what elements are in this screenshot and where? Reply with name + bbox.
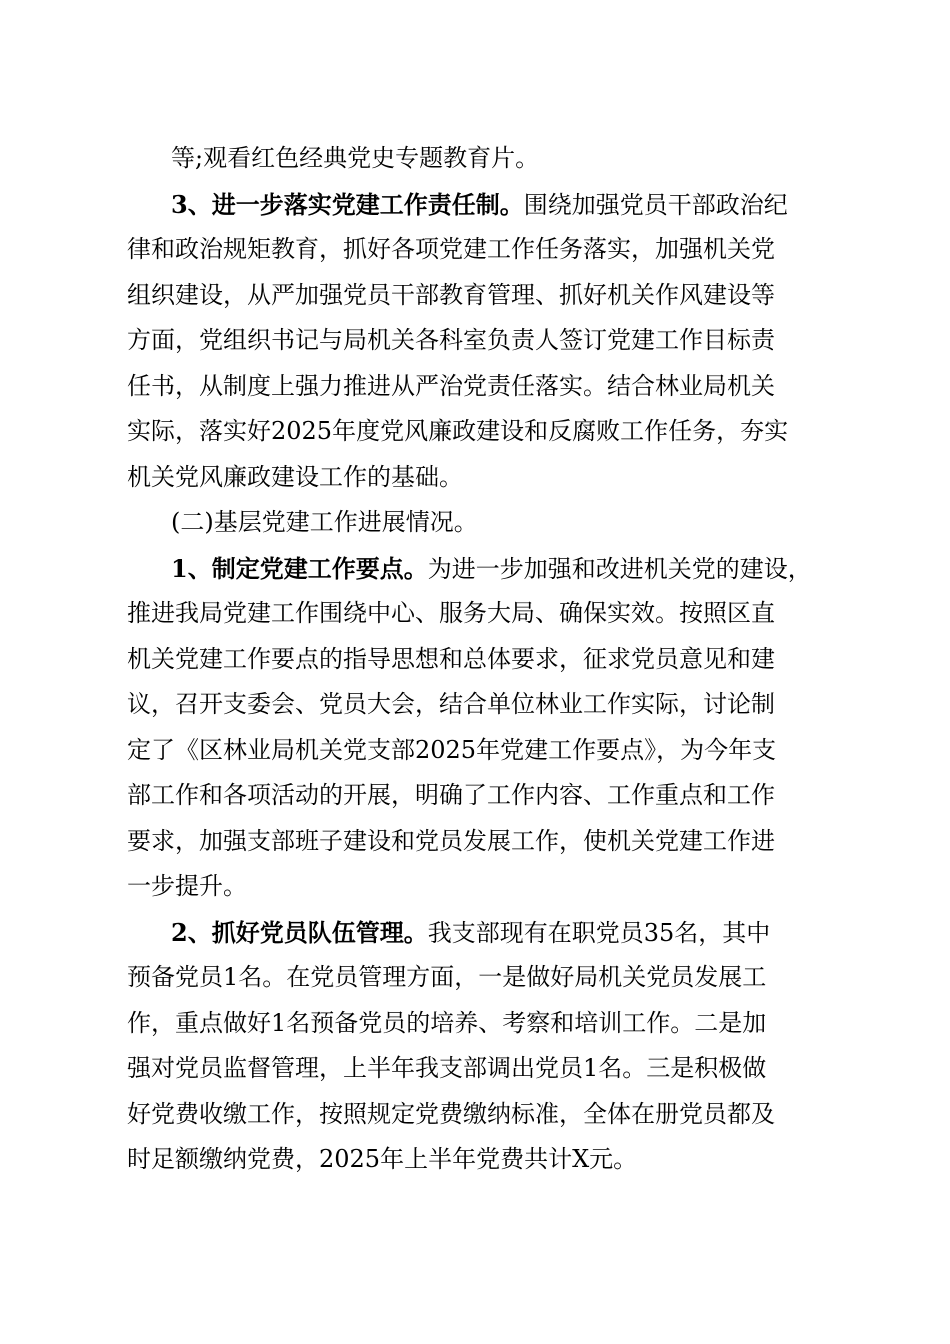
paragraph-line xyxy=(127,955,827,1001)
line-text: 实际，落实好2025年度党风廉政建设和反腐败工作任务，夯实 xyxy=(127,417,789,445)
line-text: 机关党风廉政建设工作的基础。 xyxy=(127,462,463,491)
document-body xyxy=(127,136,827,1183)
paragraph-line xyxy=(127,1001,827,1047)
paragraph-line xyxy=(127,910,827,956)
line-text: 议，召开支委会、党员大会，结合单位林业工作实际，讨论制 xyxy=(127,690,775,718)
line-text: 方面，党组织书记与局机关各科室负责人签订党建工作目标责 xyxy=(127,326,775,354)
line-text: 强对党员监督管理，上半年我支部调出党员1名。三是积极做 xyxy=(127,1054,767,1082)
line-text: 作，重点做好1名预备党员的培养、考察和培训工作。二是加 xyxy=(127,1008,767,1037)
paragraph-line xyxy=(127,637,827,683)
line-text: 机关党建工作要点的指导思想和总体要求，征求党员意见和建 xyxy=(127,644,775,673)
paragraph-line xyxy=(127,728,827,774)
section-heading-2: 2、抓好党员队伍管理。 xyxy=(171,917,428,947)
paragraph-line xyxy=(127,455,827,501)
subsection-heading xyxy=(127,500,827,546)
paragraph-line xyxy=(127,409,827,455)
paragraph-line xyxy=(127,682,827,728)
line-text: 等;观看红色经典党史专题教育片。 xyxy=(171,144,540,172)
line-text: 要求，加强支部班子建设和党员发展工作，使机关党建工作进 xyxy=(127,826,775,855)
line-text: 推进我局党建工作围绕中心、服务大局、确保实效。按照区直 xyxy=(127,599,775,627)
paragraph-line xyxy=(127,136,827,182)
line-text: 一步提升。 xyxy=(127,872,247,900)
paragraph-line xyxy=(127,1046,827,1092)
line-text: 部工作和各项活动的开展，明确了工作内容、工作重点和工作 xyxy=(127,781,775,809)
line-text: 时足额缴纳党费，2025年上半年党费共计X元。 xyxy=(127,1145,638,1173)
paragraph-line xyxy=(127,1137,827,1183)
paragraph-line xyxy=(127,819,827,865)
paragraph-line xyxy=(127,1092,827,1138)
line-text: 定了《区林业局机关党支部2025年党建工作要点》，为今年支 xyxy=(127,735,777,764)
paragraph-line xyxy=(127,546,827,592)
paragraph-line xyxy=(127,273,827,319)
paragraph-line xyxy=(127,364,827,410)
line-text: 我支部现有在职党员35名，其中 xyxy=(427,918,771,947)
paragraph-line xyxy=(127,318,827,364)
line-text: 好党费收缴工作，按照规定党费缴纳标准，全体在册党员都及 xyxy=(127,1099,775,1128)
line-text: 任书，从制度上强力推进从严治党责任落实。结合林业局机关 xyxy=(127,371,775,400)
line-text: 围绕加强党员干部政治纪 xyxy=(523,190,788,219)
paragraph-line xyxy=(127,227,827,273)
line-text: (二)基层党建工作进展情况。 xyxy=(171,508,478,536)
paragraph-line xyxy=(127,182,827,228)
paragraph-line xyxy=(127,864,827,910)
line-text: 律和政治规矩教育，抓好各项党建工作任务落实，加强机关党 xyxy=(127,235,775,263)
line-text: 为进一步加强和改进机关党的建设， xyxy=(427,554,812,583)
line-text: 组织建设，从严加强党员干部教育管理、抓好机关作风建设等 xyxy=(127,280,775,309)
section-heading-1: 1、制定党建工作要点。 xyxy=(171,553,428,583)
section-heading-3: 3、进一步落实党建工作责任制。 xyxy=(171,189,524,219)
paragraph-line xyxy=(127,591,827,637)
line-text: 预备党员1名。在党员管理方面，一是做好局机关党员发展工 xyxy=(127,963,767,991)
paragraph-line xyxy=(127,773,827,819)
